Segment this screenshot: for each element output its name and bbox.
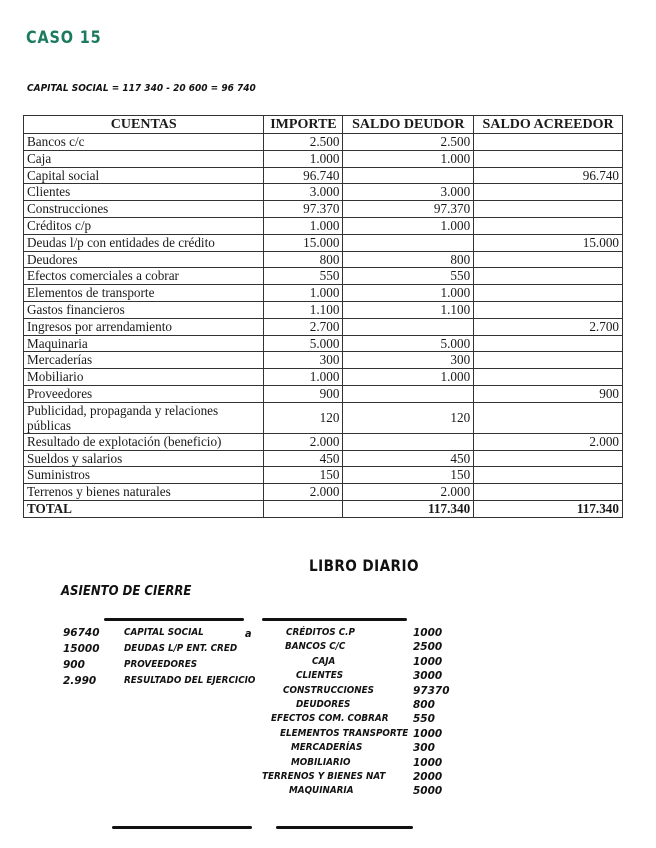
debe-amount: 900 (63, 659, 85, 671)
cuenta-cell: Clientes (24, 184, 264, 201)
cuenta-cell: Bancos c/c (24, 134, 264, 151)
saldo-acreedor-cell (474, 450, 623, 467)
table-row (24, 251, 623, 268)
saldo-deudor-cell: 97.370 (343, 201, 474, 218)
haber-account: CONSTRUCCIONES (283, 684, 374, 696)
saldo-acreedor-cell (474, 369, 623, 386)
table-header-row (24, 116, 623, 134)
saldo-deudor-cell (343, 167, 474, 184)
saldo-deudor-cell: 2.000 (343, 484, 474, 501)
capital-social-note: CAPITAL SOCIAL = 117 340 - 20 600 = 96 740 (27, 83, 256, 94)
saldo-deudor-cell: 5.000 (343, 335, 474, 352)
cuenta-cell: Construcciones (24, 201, 264, 218)
cuenta-cell: Maquinaria (24, 335, 264, 352)
haber-amount: 2000 (413, 771, 443, 783)
haber-amount: 800 (413, 699, 435, 711)
importe-cell: 450 (264, 450, 343, 467)
table-row (24, 402, 623, 433)
saldo-acreedor-cell: 2.000 (474, 433, 623, 450)
table-row (24, 385, 623, 402)
journal-bottom-rule-left (112, 826, 252, 829)
table-row (24, 352, 623, 369)
haber-amount: 1000 (413, 727, 443, 740)
saldo-acreedor-cell (474, 352, 623, 369)
saldo-deudor-cell: 550 (343, 268, 474, 285)
haber-account: CRÉDITOS C.P (286, 627, 355, 638)
saldo-deudor-cell: 1.000 (343, 217, 474, 234)
importe-cell: 1.100 (264, 301, 343, 318)
table-row (24, 150, 623, 167)
saldo-deudor-cell (343, 385, 474, 402)
saldo-deudor-cell: 1.000 (343, 285, 474, 302)
haber-account: MERCADERÍAS (291, 742, 363, 754)
haber-account: CAJA (312, 655, 336, 667)
importe-cell: 120 (264, 402, 343, 433)
debe-amount: 96740 (63, 627, 100, 639)
cuenta-cell: Efectos comerciales a cobrar (24, 268, 264, 285)
importe-cell: 97.370 (264, 201, 343, 218)
importe-cell: 2.700 (264, 318, 343, 335)
table-row (24, 217, 623, 234)
haber-amount: 3000 (413, 670, 443, 683)
header-saldo-deudor: SALDO DEUDOR (343, 116, 474, 134)
importe-cell: 550 (264, 268, 343, 285)
saldo-deudor-cell: 150 (343, 467, 474, 484)
saldo-acreedor-cell (474, 467, 623, 484)
debe-account: PROVEEDORES (124, 659, 198, 670)
table-total-row (24, 500, 623, 517)
table-row (24, 184, 623, 201)
saldo-acreedor-cell: 2.700 (474, 318, 623, 335)
saldo-acreedor-cell (474, 217, 623, 234)
haber-account: MAQUINARIA (289, 785, 354, 797)
haber-amount: 1000 (413, 655, 443, 668)
cuenta-cell: Proveedores (24, 385, 264, 402)
total-label: TOTAL (24, 500, 264, 517)
importe-cell: 2.000 (264, 484, 343, 501)
saldo-deudor-cell: 300 (343, 352, 474, 369)
saldo-deudor-cell: 120 (343, 402, 474, 433)
importe-cell: 150 (264, 467, 343, 484)
importe-cell: 1.000 (264, 217, 343, 234)
saldo-deudor-cell: 3.000 (343, 184, 474, 201)
haber-amount: 5000 (413, 785, 443, 798)
table-row (24, 335, 623, 352)
saldo-deudor-cell: 800 (343, 251, 474, 268)
importe-cell: 300 (264, 352, 343, 369)
cuenta-cell: Terrenos y bienes naturales (24, 484, 264, 501)
table-row (24, 285, 623, 302)
cuenta-cell: Gastos financieros (24, 301, 264, 318)
importe-cell: 5.000 (264, 335, 343, 352)
haber-account: BANCOS C/C (285, 641, 346, 653)
haber-amount: 1000 (413, 627, 443, 639)
debe-account: RESULTADO DEL EJERCICIO (124, 675, 256, 686)
cuenta-cell: Mobiliario (24, 369, 264, 386)
haber-account: TERRENOS Y BIENES NAT (262, 771, 386, 782)
haber-account: ELEMENTOS TRANSPORTE (280, 727, 409, 739)
journal-connector: a (245, 627, 252, 640)
header-saldo-acreedor: SALDO ACREEDOR (474, 116, 623, 134)
table-row (24, 450, 623, 467)
cuenta-cell: Ingresos por arrendamiento (24, 318, 264, 335)
table-row (24, 301, 623, 318)
debe-account: CAPITAL SOCIAL (124, 627, 204, 638)
importe-cell: 3.000 (264, 184, 343, 201)
debe-amount: 2.990 (63, 675, 97, 687)
importe-cell: 800 (264, 251, 343, 268)
table-row (24, 268, 623, 285)
debe-account: DEUDAS L/P ENT. CRED (124, 643, 238, 654)
table-row (24, 433, 623, 450)
saldo-acreedor-cell (474, 301, 623, 318)
accounts-table (23, 115, 623, 518)
journal-top-rule-right (262, 618, 407, 621)
journal-top-rule-left (104, 618, 244, 621)
total-importe (264, 500, 343, 517)
cuenta-cell: Suministros (24, 467, 264, 484)
libro-diario-title: LIBRO DIARIO (309, 556, 419, 575)
saldo-acreedor-cell (474, 150, 623, 167)
cuenta-cell: Caja (24, 150, 264, 167)
cuenta-cell: Sueldos y salarios (24, 450, 264, 467)
saldo-acreedor-cell: 15.000 (474, 234, 623, 251)
importe-cell: 15.000 (264, 234, 343, 251)
importe-cell: 96.740 (264, 167, 343, 184)
table-row (24, 167, 623, 184)
importe-cell: 2.000 (264, 433, 343, 450)
saldo-acreedor-cell: 900 (474, 385, 623, 402)
haber-amount: 97370 (413, 684, 450, 697)
asiento-label: ASIENTO DE CIERRE (61, 584, 192, 599)
table-row (24, 318, 623, 335)
table-row (24, 134, 623, 151)
table-row (24, 484, 623, 501)
importe-cell: 1.000 (264, 285, 343, 302)
haber-account: EFECTOS COM. COBRAR (271, 713, 389, 725)
haber-amount: 300 (413, 742, 435, 755)
haber-account: CLIENTES (296, 670, 344, 682)
haber-amount: 1000 (413, 756, 443, 769)
header-importe: IMPORTE (264, 116, 343, 134)
saldo-acreedor-cell (474, 335, 623, 352)
cuenta-cell: Deudores (24, 251, 264, 268)
importe-cell: 1.000 (264, 369, 343, 386)
saldo-acreedor-cell (474, 184, 623, 201)
saldo-deudor-cell (343, 234, 474, 251)
cuenta-cell: Capital social (24, 167, 264, 184)
saldo-deudor-cell: 1.000 (343, 150, 474, 167)
importe-cell: 900 (264, 385, 343, 402)
table-row (24, 234, 623, 251)
saldo-deudor-cell: 450 (343, 450, 474, 467)
saldo-acreedor-cell (474, 285, 623, 302)
cuenta-cell: Créditos c/p (24, 217, 264, 234)
saldo-acreedor-cell (474, 484, 623, 501)
journal-bottom-rule-right (276, 826, 413, 829)
cuenta-cell: Elementos de transporte (24, 285, 264, 302)
total-saldo-acreedor: 117.340 (474, 500, 623, 517)
haber-amount: 2500 (413, 641, 443, 654)
saldo-acreedor-cell (474, 402, 623, 433)
table-row (24, 369, 623, 386)
cuenta-cell: Mercaderías (24, 352, 264, 369)
saldo-acreedor-cell (474, 134, 623, 151)
saldo-acreedor-cell (474, 201, 623, 218)
saldo-deudor-cell: 1.000 (343, 369, 474, 386)
cuenta-cell: Publicidad, propaganda y relaciones públicas (24, 402, 264, 433)
debe-amount: 15000 (63, 643, 100, 655)
table-row (24, 201, 623, 218)
saldo-deudor-cell: 2.500 (343, 134, 474, 151)
haber-account: MOBILIARIO (291, 756, 351, 768)
haber-amount: 550 (413, 713, 435, 726)
saldo-deudor-cell: 1.100 (343, 301, 474, 318)
saldo-acreedor-cell (474, 268, 623, 285)
importe-cell: 1.000 (264, 150, 343, 167)
total-saldo-deudor: 117.340 (343, 500, 474, 517)
haber-account: DEUDORES (296, 699, 351, 710)
cuenta-cell: Deudas l/p con entidades de crédito (24, 234, 264, 251)
saldo-deudor-cell (343, 318, 474, 335)
header-cuentas: CUENTAS (24, 116, 264, 134)
case-title: CASO 15 (26, 28, 102, 48)
importe-cell: 2.500 (264, 134, 343, 151)
saldo-acreedor-cell (474, 251, 623, 268)
cuenta-cell: Resultado de explotación (beneficio) (24, 433, 264, 450)
saldo-acreedor-cell: 96.740 (474, 167, 623, 184)
table-row (24, 467, 623, 484)
saldo-deudor-cell (343, 433, 474, 450)
